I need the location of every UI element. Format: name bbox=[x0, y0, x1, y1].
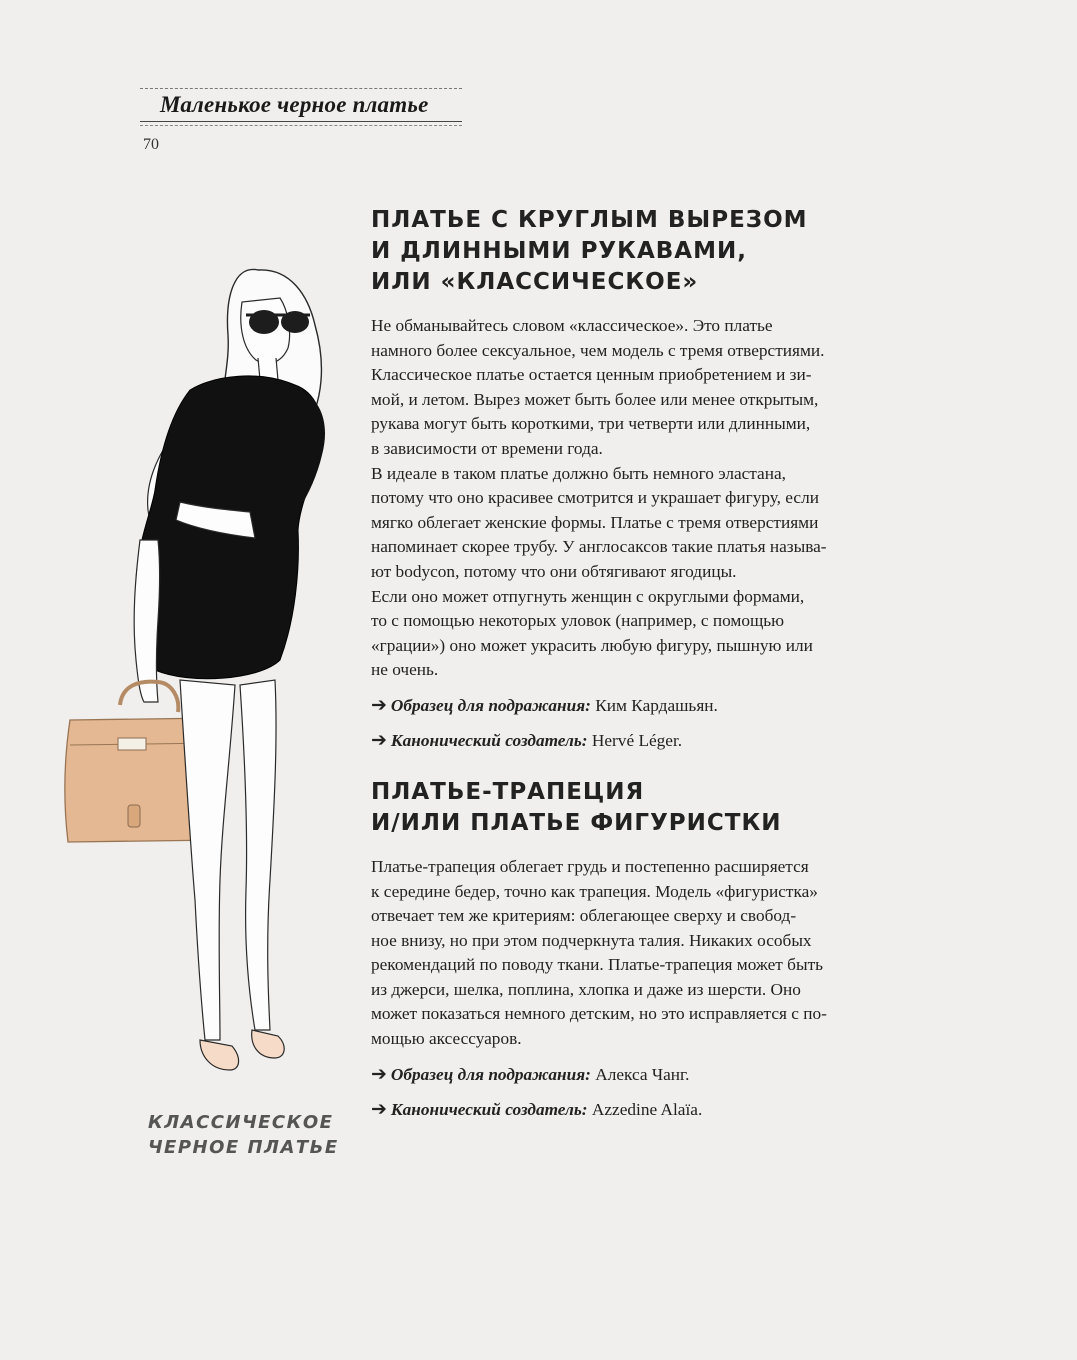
heading-line: ИЛИ «КЛАССИЧЕСКОЕ» bbox=[371, 269, 699, 295]
caption-line: ЧЕРНОЕ ПЛАТЬЕ bbox=[148, 1137, 339, 1158]
section-classic-dress bbox=[371, 205, 971, 753]
text-line: не очень. bbox=[371, 660, 439, 680]
text-line: то с помощью некоторых уловок (например, с помощью bbox=[371, 611, 785, 631]
heading-line: И/ИЛИ ПЛАТЬЕ ФИГУРИСТКИ bbox=[371, 809, 782, 836]
sandal bbox=[200, 1040, 239, 1070]
arrow-right-icon: ➔ bbox=[371, 1097, 387, 1120]
section-trapeze-dress bbox=[371, 777, 971, 1122]
text-line: напоминает скорее трубу. У англосаксов такие платья называ- bbox=[371, 537, 827, 557]
text-line: Если оно может отпугнуть женщин с округлыми формами, bbox=[371, 586, 805, 606]
text-line: может показаться немного детским, но это исправляется с по- bbox=[371, 1004, 827, 1024]
text-line: рукава могут быть короткими, три четверти или длинными, bbox=[371, 414, 811, 434]
bullet-label: Канонический создатель: bbox=[390, 730, 588, 750]
arrow-right-icon: ➔ bbox=[371, 728, 387, 751]
bullet-value: Hervé Léger. bbox=[591, 730, 683, 750]
role-model-bullet bbox=[371, 693, 971, 718]
role-model-bullet bbox=[371, 1062, 971, 1087]
text-line: ное внизу, но при этом подчеркнута талия. Никаких особых bbox=[371, 930, 812, 950]
section-paragraph bbox=[371, 855, 971, 1052]
text-line: потому что оно красивее смотрится и украшает фигуру, если bbox=[371, 488, 819, 508]
text-line: намного более сексуальное, чем модель с тремя отверстиями. bbox=[371, 340, 825, 360]
text-line: из джерси, шелка, поплина, хлопка и даже из шерсти. Оно bbox=[371, 979, 801, 999]
bullet-label: Канонический создатель: bbox=[390, 1099, 588, 1119]
heading-line: ПЛАТЬЕ-ТРАПЕЦИЯ bbox=[371, 778, 645, 805]
section-heading bbox=[371, 777, 971, 839]
text-line: к середине бедер, точно как трапеция. Модель «фигуристка» bbox=[371, 881, 818, 901]
legs bbox=[180, 680, 235, 1040]
text-line: мощью аксессуаров. bbox=[371, 1029, 522, 1049]
article-body bbox=[371, 205, 971, 1122]
text-line: «грации») оно может украсить любую фигуру, пышную или bbox=[371, 635, 813, 655]
text-line: ют bodycon, потому что они обтягивают ягодицы. bbox=[371, 561, 737, 581]
text-line: в зависимости от времени года. bbox=[371, 438, 603, 458]
page-number: 70 bbox=[143, 136, 159, 153]
arrow-right-icon: ➔ bbox=[371, 1062, 387, 1085]
caption-line: КЛАССИЧЕСКОЕ bbox=[148, 1112, 334, 1133]
section-paragraph bbox=[371, 314, 971, 683]
arrow-right-icon: ➔ bbox=[371, 693, 387, 716]
running-header-title: Маленькое черное платье bbox=[160, 92, 429, 117]
text-line: В идеале в таком платье должно быть немного эластана, bbox=[371, 463, 786, 483]
bullet-value: Azzedine Alaïa. bbox=[591, 1099, 703, 1119]
hanging-arm bbox=[134, 540, 159, 702]
figure-caption bbox=[148, 1110, 339, 1160]
bullet-value: Алекса Чанг. bbox=[595, 1064, 690, 1084]
text-line: мой, и летом. Вырез может быть более или менее открытым, bbox=[371, 389, 819, 409]
bullet-label: Образец для подражания: bbox=[390, 695, 591, 715]
canonical-creator-bullet bbox=[371, 1097, 971, 1122]
text-line: рекомендаций по поводу ткани. Платье-трапеция может быть bbox=[371, 955, 824, 975]
text-line: Платье-трапеция облегает грудь и постепенно расширяется bbox=[371, 856, 809, 876]
header-rule-top bbox=[140, 88, 462, 89]
heading-line: И ДЛИННЫМИ РУКАВАМИ, bbox=[371, 238, 747, 264]
text-line: отвечает тем же критериям: облегающее сверху и свобод- bbox=[371, 906, 797, 926]
sandal bbox=[252, 1030, 284, 1058]
bullet-label: Образец для подражания: bbox=[390, 1064, 591, 1084]
section-heading bbox=[371, 205, 971, 298]
woman-in-black-dress-illustration bbox=[60, 240, 350, 1090]
heading-line: ПЛАТЬЕ С КРУГЛЫМ ВЫРЕЗОМ bbox=[371, 207, 808, 233]
text-line: Не обманывайтесь словом «классическое». Это платье bbox=[371, 316, 773, 335]
text-line: мягко облегает женские формы. Платье с тремя отверстиями bbox=[371, 512, 819, 532]
text-line: Классическое платье остается ценным приобретением и зи- bbox=[371, 365, 812, 385]
header-rule-bottom bbox=[140, 121, 462, 126]
bullet-value: Ким Кардашьян. bbox=[595, 695, 718, 715]
canonical-creator-bullet bbox=[371, 728, 971, 753]
